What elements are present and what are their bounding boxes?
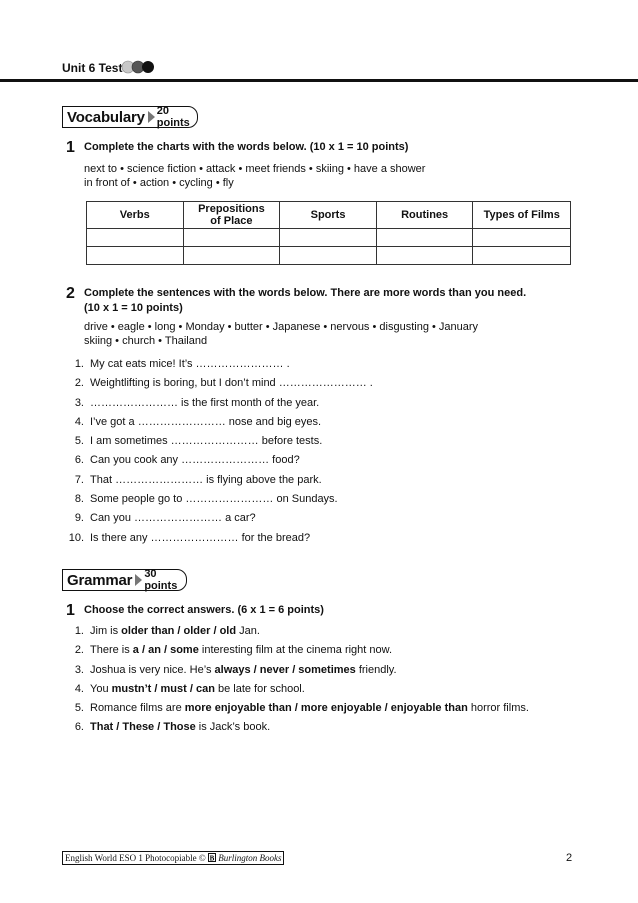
vocab-q2-wordbank-line2: skiing • church • Thailand — [84, 335, 208, 347]
unit-dots-logo — [121, 60, 157, 74]
vocab-q2-number: 2 — [66, 285, 75, 302]
vocab-chart-table — [86, 201, 571, 265]
vocab-q1-number: 1 — [66, 139, 75, 156]
page-number: 2 — [566, 852, 573, 864]
grammar-q1-number: 1 — [66, 602, 75, 619]
col-header-prepositions: Prepositions of Place — [183, 202, 280, 229]
triangle-arrow-icon — [135, 574, 142, 586]
answer-cell[interactable] — [473, 229, 571, 247]
list-item: 2. Weightlifting is boring, but I don’t mind …………………… . — [74, 377, 373, 390]
grammar-q1-instruction: Choose the correct answers. (6 x 1 = 6 points) — [84, 604, 324, 616]
list-item: 9. Can you …………………… a car? — [74, 512, 256, 525]
answer-options[interactable]: older than / older / old — [121, 625, 237, 637]
vocab-q2-sentences — [64, 355, 373, 548]
list-item: 2. There is a / an / some interesting film at the cinema right now. — [74, 644, 393, 657]
publisher-name: Burlington Books — [218, 853, 282, 863]
answer-cell[interactable] — [280, 247, 377, 265]
answer-cell[interactable] — [473, 247, 571, 265]
vocab-q1-wordbank-line1: next to • science fiction • attack • meet friends • skiing • have a shower — [84, 163, 426, 175]
list-item: 4. I’ve got a …………………… nose and big eyes. — [74, 415, 322, 428]
table-row — [87, 229, 571, 247]
footer-copyright: English World ESO 1 Photocopiable © B Burlington Books — [62, 851, 284, 865]
vocab-q1-wordbank — [84, 162, 425, 190]
list-item: 3. Joshua is very nice. He’s always / never / sometimes friendly. — [74, 663, 397, 676]
list-item: 1. My cat eats mice! It’s …………………… . — [74, 358, 290, 370]
grammar-title: Grammar — [67, 571, 133, 589]
grammar-section-tab — [62, 569, 187, 591]
list-item: 8. Some people go to …………………… on Sundays. — [74, 493, 338, 506]
col-header-films: Types of Films — [473, 202, 571, 229]
list-item: 3. …………………… is the first month of the year. — [74, 396, 320, 409]
list-item: 10. Is there any …………………… for the bread? — [68, 531, 311, 544]
vocab-q2-wordbank-line1: drive • eagle • long • Monday • butter • Japanese • nervous • disgusting • January — [84, 321, 479, 333]
answer-options[interactable]: a / an / some — [132, 644, 199, 657]
svg-text:B: B — [209, 854, 215, 862]
vocab-q2-instruction: Complete the sentences with the words below. There are more words than you need. (10 x 1 = 10 points) — [84, 287, 527, 314]
burlington-logo-icon — [208, 853, 216, 862]
list-item: 6. That / These / Those is Jack’s book. — [74, 721, 271, 734]
col-header-sports: Sports — [280, 202, 377, 229]
vocabulary-points: 20 points — [156, 105, 190, 129]
answer-options[interactable]: mustn’t / must / can — [111, 682, 215, 695]
answer-cell[interactable] — [183, 247, 280, 265]
col-header-routines: Routines — [376, 202, 473, 229]
vocabulary-title: Vocabulary — [67, 108, 145, 126]
grammar-points: 30 points — [144, 568, 178, 592]
answer-cell[interactable] — [87, 247, 184, 265]
header-rule — [0, 79, 638, 82]
unit-title: Unit 6 Test — [62, 61, 123, 75]
answer-cell[interactable] — [376, 229, 473, 247]
list-item: 5. Romance films are more enjoyable than / more enjoyable / enjoyable than horror films. — [74, 702, 529, 715]
list-item: 5. I am sometimes …………………… before tests. — [74, 435, 323, 448]
list-item: 7. That …………………… is flying above the park. — [74, 473, 322, 486]
answer-options[interactable]: more enjoyable than / more enjoyable / enjoyable than — [184, 702, 468, 715]
vocab-q1-instruction: Complete the charts with the words below. (10 x 1 = 10 points) — [84, 141, 409, 153]
vocabulary-section-tab — [62, 106, 198, 128]
list-item: 4. You mustn’t / must / can be late for school. — [74, 682, 305, 695]
vocab-q1-wordbank-line2: in front of • action • cycling • fly — [84, 177, 234, 189]
answer-options[interactable]: That / These / Those — [90, 721, 196, 734]
col-header-verbs: Verbs — [87, 202, 184, 229]
answer-cell[interactable] — [183, 229, 280, 247]
answer-cell[interactable] — [376, 247, 473, 265]
answer-options[interactable]: always / never / sometimes — [214, 663, 356, 676]
list-item: 6. Can you cook any …………………… food? — [74, 454, 300, 467]
answer-cell[interactable] — [87, 229, 184, 247]
vocab-q2-wordbank — [84, 320, 478, 348]
answer-cell[interactable] — [280, 229, 377, 247]
list-item: 1. Jim is older than / older / old Jan. — [74, 625, 260, 637]
table-row — [87, 247, 571, 265]
grammar-q1-items — [64, 622, 529, 738]
triangle-arrow-icon — [148, 111, 155, 123]
